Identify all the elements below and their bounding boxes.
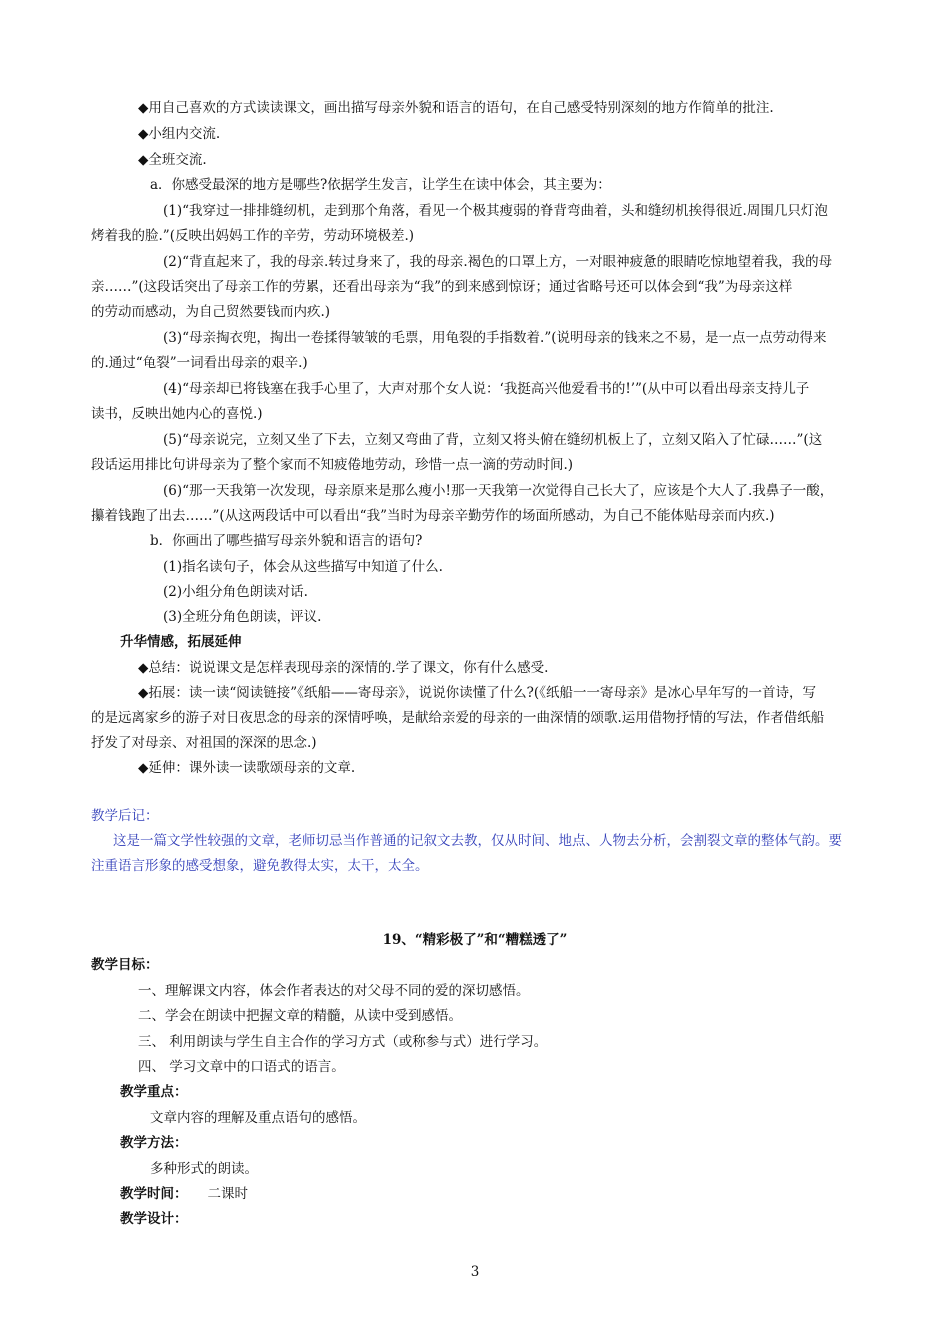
page-number: 3 xyxy=(470,1264,480,1280)
step-3: (3)全班分角色朗读，评议. xyxy=(163,609,322,625)
heading-design: 教学设计： xyxy=(120,1211,188,1227)
time-value: 二课时 xyxy=(207,1186,248,1202)
postscript-line-2: 注重语言形象的感受想象，避免教得太实，太干，太全。 xyxy=(91,858,429,874)
item-6-line-2: 攥着钱跑了出去……”(从这两段话中可以看出“我”当时为母亲辛勤劳作的场面所感动，为自己不能体贴母亲而内疚.) xyxy=(91,508,775,524)
expand-line-3: 抒发了对母亲、对祖国的深深的思念.) xyxy=(91,735,317,751)
step-1: (1)指名读句子，体会从这些描写中知道了什么. xyxy=(163,559,443,575)
section-heading-extension: 升华情感，拓展延伸 xyxy=(120,634,242,650)
bullet-line-1: ◆用自己喜欢的方式读读课文，画出描写母亲外貌和语言的语句，在自己感受特别深刻的地方作简单的批注. xyxy=(138,100,774,116)
focus-text: 文章内容的理解及重点语句的感悟。 xyxy=(150,1110,366,1126)
bullet-line-2: ◆小组内交流. xyxy=(138,126,221,142)
goal-2: 二、学会在朗读中把握文章的精髓，从读中受到感悟。 xyxy=(138,1008,462,1024)
item-2-line-3: 的劳动而感动，为自己贸然要钱而内疚.) xyxy=(91,304,331,320)
item-2-line-1: (2)“背直起来了，我的母亲.转过身来了，我的母亲.褐色的口罩上方，一对眼神疲惫的眼睛吃惊地望着我，我的母 xyxy=(163,254,833,270)
item-3-line-2: 的.通过“龟裂”一词看出母亲的艰辛.) xyxy=(91,355,308,371)
summary-line: ◆总结：说说课文是怎样表现母亲的深情的.学了课文，你有什么感受. xyxy=(138,660,549,676)
step-2: (2)小组分角色朗读对话. xyxy=(163,584,308,600)
item-3-line-1: (3)“母亲掏衣兜，掏出一卷揉得皱皱的毛票，用龟裂的手指数着.”(说明母亲的钱来之不易，是一点一点劳动得来 xyxy=(163,330,827,346)
item-2-line-2: 亲……”(这段话突出了母亲工作的劳累，还看出母亲为“我”的到来感到惊讶；通过省略号还可以体会到“我”为母亲这样 xyxy=(91,279,793,295)
goal-3: 三、 利用朗读与学生自主合作的学习方式（或称参与式）进行学习。 xyxy=(138,1034,548,1050)
item-4-line-2: 读书，反映出她内心的喜悦.) xyxy=(91,406,263,422)
heading-focus: 教学重点： xyxy=(120,1084,188,1100)
item-4-line-1: (4)“母亲却已将钱塞在我手心里了，大声对那个女人说：‘我挺高兴他爱看书的!’”(从中可以看出母亲支持儿子 xyxy=(163,381,810,397)
heading-method: 教学方法： xyxy=(120,1135,188,1151)
item-1-line-2: 烤着我的脸.”(反映出妈妈工作的辛劳，劳动环境极差.) xyxy=(91,228,415,244)
postscript-line-1: 这是一篇文学性较强的文章，老师切忌当作普通的记叙文去教，仅从时间、地点、人物去分析，会割裂文章的整体气韵。要 xyxy=(113,833,842,849)
lesson-title: 19、“精彩极了”和“糟糕透了” xyxy=(382,932,568,948)
method-text: 多种形式的朗读。 xyxy=(150,1161,258,1177)
heading-time: 教学时间： xyxy=(120,1186,188,1202)
time-row xyxy=(120,1184,248,1204)
bullet-line-3: ◆全班交流. xyxy=(138,152,207,168)
item-5-line-2: 段话运用排比句讲母亲为了整个家而不知疲倦地劳动，珍惜一点一滴的劳动时间.) xyxy=(91,457,574,473)
goal-1: 一、理解课文内容，体会作者表达的对父母不同的爱的深切感悟。 xyxy=(138,983,530,999)
item-6-line-1: (6)“那一天我第一次发现，母亲原来是那么瘦小!那一天我第一次觉得自己长大了，应该是个大人了.我鼻子一酸， xyxy=(163,483,834,499)
expand-line-2: 的是远离家乡的游子对日夜思念的母亲的深情呼唤，是献给亲爱的母亲的一曲深情的颂歌.运用借物抒情的写法，作者借纸船 xyxy=(91,710,825,726)
extend-line: ◆延伸：课外读一读歌颂母亲的文章. xyxy=(138,760,356,776)
goal-4: 四、 学习文章中的口语式的语言。 xyxy=(138,1059,345,1075)
postscript-heading: 教学后记： xyxy=(91,808,159,824)
question-b: b．你画出了哪些描写母亲外貌和语言的语句? xyxy=(150,533,423,549)
item-5-line-1: (5)“母亲说完，立刻又坐了下去，立刻又弯曲了背，立刻又将头俯在缝纫机板上了，立刻又陷入了忙碌……”(这 xyxy=(163,432,823,448)
expand-line-1: ◆拓展：读一读“阅读链接”《纸船——寄母亲》，说说你读懂了什么?(《纸船一一寄母亲》是冰心早年写的一首诗，写 xyxy=(138,685,816,701)
heading-goals: 教学目标： xyxy=(91,957,159,973)
item-1-line-1: (1)“我穿过一排排缝纫机，走到那个角落，看见一个极其瘦弱的脊背弯曲着，头和缝纫机挨得很近.周围几只灯泡 xyxy=(163,203,828,219)
question-a: a．你感受最深的地方是哪些?依据学生发言，让学生在读中体会，其主要为： xyxy=(150,177,611,193)
